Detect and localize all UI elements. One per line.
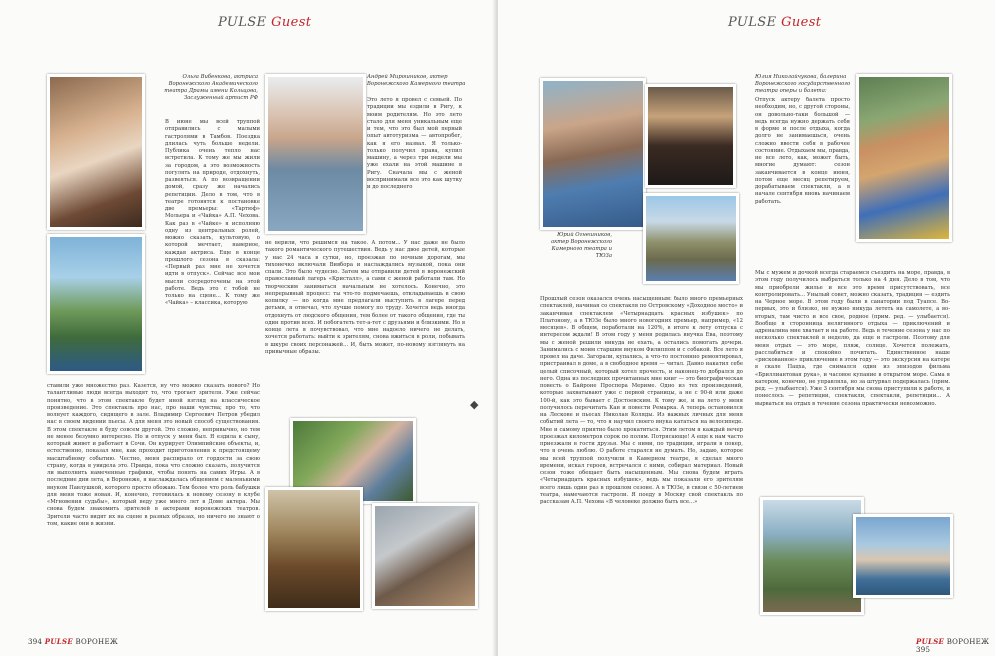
- right-page: [498, 0, 995, 656]
- photo-olga-vacation: [47, 234, 145, 374]
- caption-yulia: Юлия Николайчукова, балерина Воронежского государственного театра оперы и балета:: [755, 74, 851, 94]
- right-page-number: 395: [916, 646, 931, 654]
- right-header-brand: PULSE: [728, 15, 777, 30]
- left-page-number: 394: [28, 638, 43, 646]
- photo-andrey-cellar: [265, 487, 363, 611]
- left-footer: [28, 637, 118, 646]
- left-footer-brand: PULSE: [44, 637, 73, 646]
- right-footer: [916, 637, 995, 654]
- left-header-brand: PULSE: [218, 15, 267, 30]
- photo-olga-portrait: [47, 74, 145, 230]
- caption-olga: Ольга Вибенкова, актриса Воронежского Академического театра Драмы имени Кольцова, Заслуженный артист РФ: [164, 74, 258, 101]
- photo-yulia-portrait: [856, 74, 952, 242]
- yulia-text-column-2: Мы с мужем и дочкой всегда стараемся съездить на море, правда, в этом году получилось выбраться только на 4 дня. Дело в том, что мы приобрели жилье и все это время присутствовать, все контролировать... Унылый совет, можно сказать, традиция — ездить на Черное море. В этом году были в санатории под Туапсе. Во-первых, это и близко, не нужно никуда лететь на самолете, а во-вторых, там чисто и все свое, родное (прим. ред. — улыбается). Вообще я сторонница нелягивного отдыха — приключений и адреналина мне хватает и на работе. Ведь в течение сезона у нас по несколько спектаклей в неделю, да еще и гастроли. Поэтому для меня отдых — это море, пляж, солнце. Хочется полежать, расслабиться и спокойно почитать. Единственное наше «рискованное» приключение в этом году — это экскурсия на катере в скале Пацха, где снимался один из эпизодов фильма «Бриллиантовая рука», и часовое купание в открытом море. Сама я катером, конечно, не управляла, но за штурвал подержалась (прим. ред. — улыбается). Уже 3 сентября мы снова приступили к работе, и понеслось — репетиции, спектакли, спектакли, репетиции... А вырваться на отдых в течение сезона практически невозможно.: [755, 270, 950, 407]
- end-diamond-icon: ◆: [470, 398, 479, 411]
- right-header: [728, 15, 821, 30]
- left-footer-city: ВОРОНЕЖ: [75, 638, 119, 646]
- caption-andrey: Андрей Мирошников, актер Воронежского Камерного театра: [367, 74, 466, 87]
- yuriy-text-column: Прошлый сезон оказался очень насыщенным: было много премьерных спектаклей, начиная со спектакля по Островскому «Доходное место» и заканчивая спектаклем «Четырнадцать красных избушек» по Платонову, а в ТЮЗе было много новогодних премьер, например, «12 месяцев». В общем, поработали на 120%, в итоге к лету отпуска с интересом ждали! В этом году у меня родилась внучка Ева, поэтому мы с женой решили никуда не ехать, а остались помогать дочери. Занимались с моим старшим внуком Филиппом и с собакой. Все лето я провел на даче. Загорали, купались, а что-то постоянно ремонтировал, пристраивал в доме, а в свободное время — читал. Давно накатил себе целый списочный, который хотел прочесть, и наконец-то добрался до него. Одна из последних прочитанных мне книг — это биографическая повесть о Байроне Проспера Мериме. Одно из тех произведений, которые захватывают уже с первой страницы, а не с 90-й или даже 100-й, как это бывает с Достоевским. К тому же, и на лето у меня получилось перечитать Кан и повести Ремарка. А теперь остановился на Лескове и пьесах Николая Коляды. Из важных личных для меня событий лета — то, что я научил своего внука кататься на велосипеде. Мне и самому приятно было прокатиться. Этим летом я каждый вечер проезжал километров сорок по полям. Потрясающе! А еще к нам часто приезжали в гости друзья. Мы с ними, по традиции, играли в покер, что я очень люблю. О работе старался не думать. Но, задаю, которое мы всей труппой получили в Камерном театре, я сделал много времени, искал героев, встречался с ними, собирал материал. Новый сезон тоже обещает быть насыщенным. Мы снова будем играть «Четырнадцать красных избушек», ведь мы показали его зрителям всего лишь один раз в прошлом сезоне. А в ТЮЗе, в связи с 50-летием театра, намечаются гастроли. Я поеду в Москву свой спектакль по рассказам А.П. Чехова «В человеке должно быть все...»: [540, 296, 743, 505]
- right-footer-brand: PULSE: [916, 637, 945, 646]
- photo-yuriy-mountains: [643, 193, 739, 284]
- photo-yuriy-portrait: [540, 78, 646, 230]
- photo-yuriy-stage: [645, 84, 736, 188]
- photo-andrey-couple: [372, 503, 478, 609]
- left-header: [218, 15, 311, 30]
- olga-text-column-2: ставили уже множество раз. Казется, ну что можно сказать нового? Но талантливые люди всегда выходят то, что трогает зрителя. Уже сейчас понятно, что в этом спектакле будет иной взгляд на классическое произведение. Это спектакль про нас, про наши чувства; про то, что волнует каждого, сидящего в зале. Владимир Сергеевич Петров убедил нас в своем видении пьесы. А для меня это новый способ существования. В этом спектакле я буду совсем другой. Это сложно, непривычно, но тем не менее безумно интересно. Но и отпуск у меня был. Я ездила к сыну, который живет и работает в Сочи. Он курирует Олимпийские объекты, и, естественно, показал мне, как проходит приготовления к предстоящему масштабному событию. Честно, меня распирало от гордости за свою страну, когда я увидела это. Правда, пока что сложно сказать, получится ли выполнить намеченные графики, чтобы понять на самих Игры. А в последние дни лета, в Воронеже, я наслаждалась общением с маленькими внуком Павлушкой, которого просто обожаю. Тем более что роль бабушки для меня тоже новая. И, конечно, готовилась к новому сезону в клубе «Мгновения судьбы», который веду уже много лет в Доме актера. Мы снова будем знакомить зрителей в актерами воронежских театров. Зрители часто видят их на сцене в разных образах, но ничего не знают о том, какие они в жизни.: [47, 383, 260, 527]
- right-header-section: Guest: [781, 15, 822, 30]
- andrey-text-column-2: не верили, что решимся на такое. А потом... У нас даже не было такого романтического путешествия. Ведь у нас двое детей, которые у нас 24 часа в сутки, но, проезжая по ночным дорогам, мы тихонечко включали Вивбора и наслаждались музыкой, пока они спали. Это было чудесно. Затем мы отправили детей в воронежский православный лагерь «Кристалл», а сами с женой работали там. Но творческим заниматься начальным не хотелось. Конечно, это непрерывный процесс: ты что-то подмечаешь, откладываешь в свою копилку — но когда мне предлагали выступить в лагере перед детьми, я отвечал, что лучше помогу по труду. Хочется ведь иногда отдохнуть от людского общения, тем более от такого общения, где ты один против всех. И побогатеть тет-а-тет с друзьями и близкими. Но в конце лета я почувствовал, что мне надоело ничего не делать, хочется работать: выйти к зрителям, снова вжиться в роли, побывать в шкуре своих персонажей... И, быть может, по-новому взглянуть на привычные образы.: [265, 240, 465, 355]
- andrey-text-column-1: Это лето я провел с семьей. По традиции мы ездили в Ригу, к моим родителям. Но это лето стало для меня уникальным еще и тем, что это был мой первый опыт автотуризма — автопробег, как я его назвал. Я только-только получил права, купил машину, а через три недели мы уже ехали на этой машине в Ригу. Сначала мы с женой воспринимали все это как шутку и до последнего: [367, 97, 462, 190]
- photo-yulia-boat: [853, 514, 953, 598]
- photo-andrey-portrait: [265, 74, 366, 234]
- right-footer-city: ВОРОНЕЖ: [946, 638, 990, 646]
- caption-yuriy: Юрий Огнешников, актер Воронежского Камерного театра и ТЮЗа: [550, 232, 612, 259]
- photo-yulia-sea: [760, 497, 864, 615]
- left-header-section: Guest: [271, 15, 312, 30]
- olga-text-column-1: В июне мы всей труппой отправились с малыми гастролями в Тамбов. Поездка длилась чуть больше недели. Публика очень тепло нас встретила. К тому же мы жили за городом, а это возможность погулять на природе, отдохнуть, развеяться. А по возвращении домой, сразу же начались репетиции. Дело в том, что в театре готовятся к постановке две премьеры: «Тартюф» Мольера и «Чайка» А.П. Чехова. Как раз в «Чайке» я исполняю одну из центральных ролей, можно сказать, культовую, о которой мечтает, наверное, каждая актриса. Еще в конце прошлого сезона я сказала: «Первый раз мне не хочется идти в отпуск». Сейчас все мои мысли сосредоточены на этой работе. Ведь это с тобой не только на сцене... К тому же «Чайка» – классика, которую: [165, 119, 260, 307]
- yulia-text-column-1: Отпуск актеру балета просто необходим, но, с другой стороны, он довольно-таки большой — ведь всегда нужно держать себя в форме и после отдыха, когда долго не занимаешься, очень сложно ввести себя в рабочее состояние. Отдыхаем мы, правда, не все лето, как, может быть, многие думают: сезон заканчивается в конце июня, потом еще месяц репетируем, дорабатываем спектакли, а в начале сентября вновь начинаем работать.: [755, 97, 850, 205]
- left-page: [0, 0, 497, 656]
